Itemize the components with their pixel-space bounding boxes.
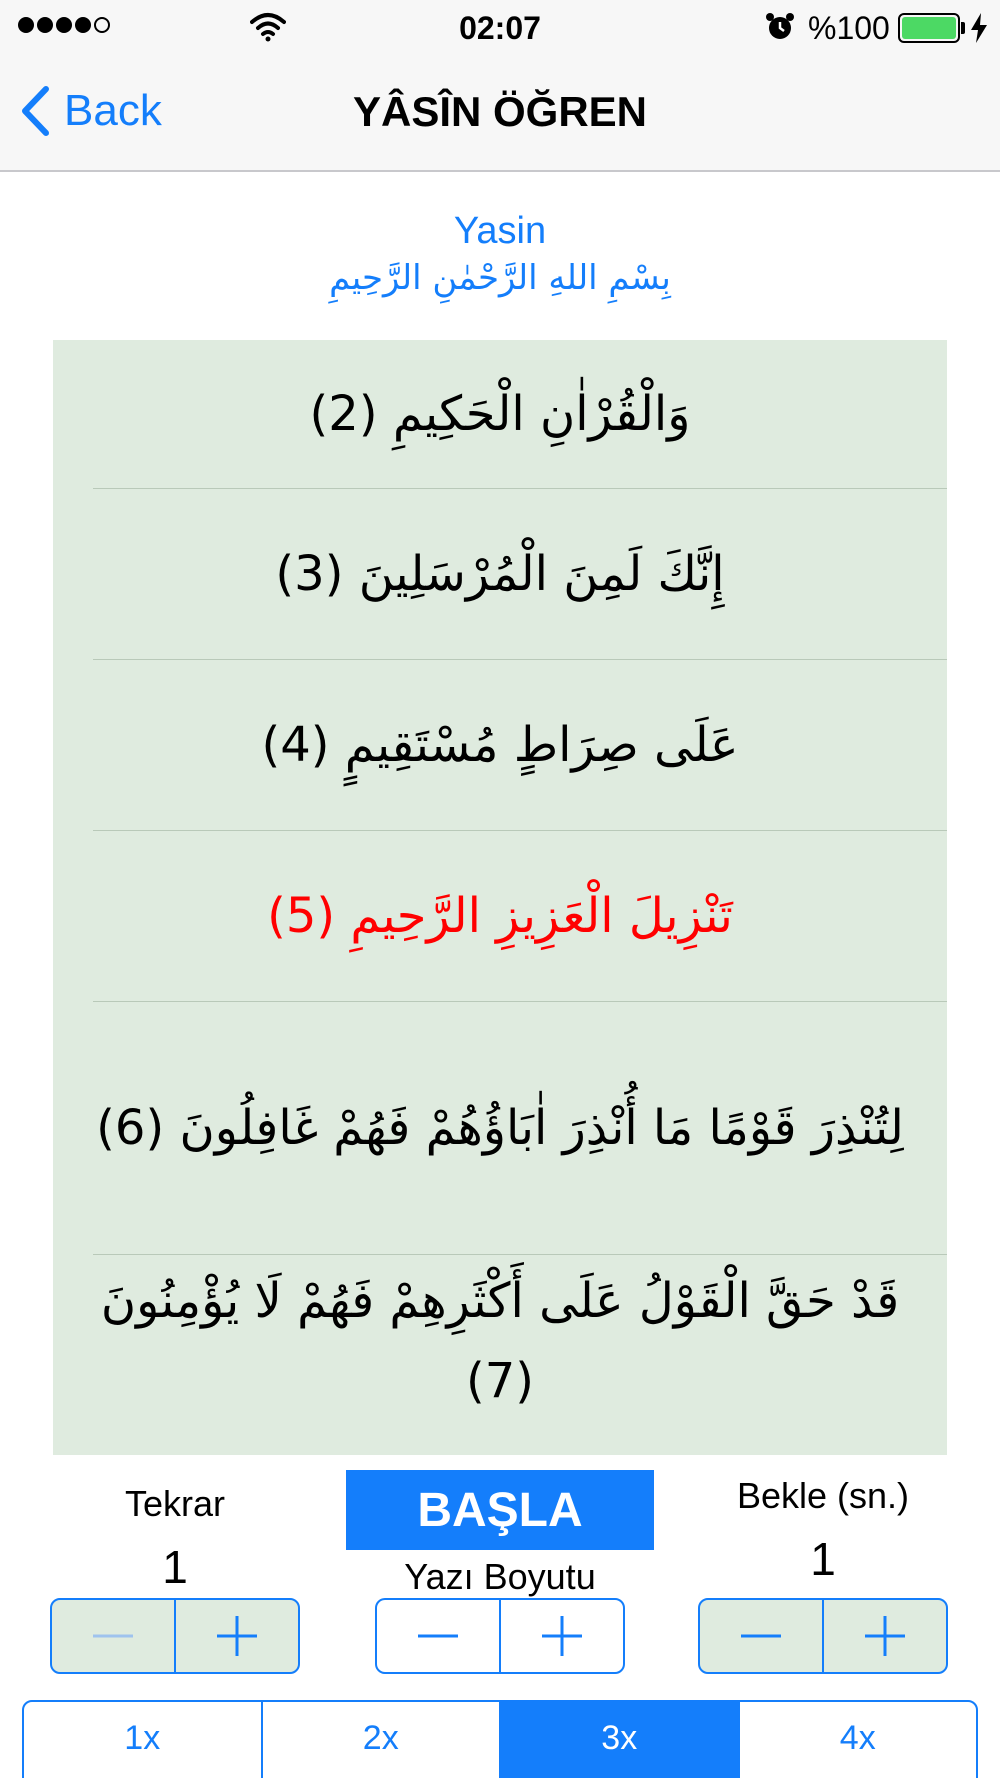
wait-stepper[interactable] — [698, 1598, 948, 1674]
speed-option-4x[interactable]: 4x — [738, 1702, 977, 1778]
charging-bolt-icon — [968, 12, 990, 48]
back-label: Back — [64, 86, 162, 135]
speed-segmented-control[interactable] — [22, 1700, 978, 1778]
verse-item-active[interactable]: تَنْزِيلَ الْعَزِيزِ الرَّحِيمِ (5) — [267, 888, 733, 944]
minus-icon — [739, 1614, 783, 1658]
battery-percentage: %100 — [808, 10, 890, 46]
speed-option-3x[interactable]: 3x — [499, 1702, 738, 1778]
minus-icon — [91, 1614, 135, 1658]
verse-list[interactable] — [53, 340, 947, 1455]
speed-option-1x[interactable]: 1x — [124, 1718, 161, 1757]
start-button[interactable]: BAŞLA — [346, 1470, 654, 1550]
wait-value: 1 — [810, 1533, 836, 1585]
repeat-stepper[interactable] — [50, 1598, 300, 1674]
page-title: YÂSÎN ÖĞREN — [352, 88, 648, 135]
wait-increment-button[interactable] — [822, 1600, 946, 1672]
font-size-increment-button[interactable] — [499, 1600, 623, 1672]
verse-item[interactable]: عَلَى صِرَاطٍ مُسْتَقِيمٍ (4) — [261, 717, 739, 773]
font-size-stepper[interactable] — [375, 1598, 625, 1674]
font-size-label: Yazı Boyutu — [404, 1556, 596, 1597]
wait-label: Bekle (sn.) — [736, 1475, 910, 1516]
minus-icon — [416, 1614, 460, 1658]
verse-item[interactable]: لِتُنْذِرَ قَوْمًا مَا أُنْذِرَ اٰبَاؤُهُمْ فَهُمْ غَافِلُونَ (6) — [96, 1100, 904, 1156]
wait-decrement-button[interactable] — [700, 1600, 822, 1672]
verse-item[interactable]: وَالْقُرْاٰنِ الْحَكِيمِ (2) — [309, 386, 691, 442]
status-bar — [0, 0, 1000, 56]
status-time: 02:07 — [459, 10, 541, 46]
basmala: بِسْمِ اللهِ الرَّحْمٰنِ الرَّحِيمِ — [329, 258, 671, 298]
plus-icon — [540, 1614, 584, 1658]
verse-item[interactable]: إِنَّكَ لَمِنَ الْمُرْسَلِينَ (3) — [275, 546, 725, 602]
repeat-label: Tekrar — [124, 1483, 226, 1524]
battery-icon — [898, 13, 960, 43]
speed-option-2x[interactable]: 2x — [261, 1702, 500, 1778]
surah-name: Yasin — [453, 210, 547, 252]
repeat-decrement-button[interactable] — [52, 1600, 174, 1672]
repeat-value: 1 — [162, 1541, 188, 1593]
navigation-bar — [0, 56, 1000, 172]
battery-tip — [961, 22, 965, 34]
plus-icon — [863, 1614, 907, 1658]
verse-item[interactable]: قَدْ حَقَّ الْقَوْلُ عَلَى أَكْثَرِهِمْ فَهُمْ لَا يُؤْمِنُونَ (7) — [100, 1273, 900, 1409]
font-size-decrement-button[interactable] — [377, 1600, 499, 1672]
plus-icon — [215, 1614, 259, 1658]
alarm-icon — [765, 12, 795, 46]
repeat-increment-button[interactable] — [174, 1600, 298, 1672]
